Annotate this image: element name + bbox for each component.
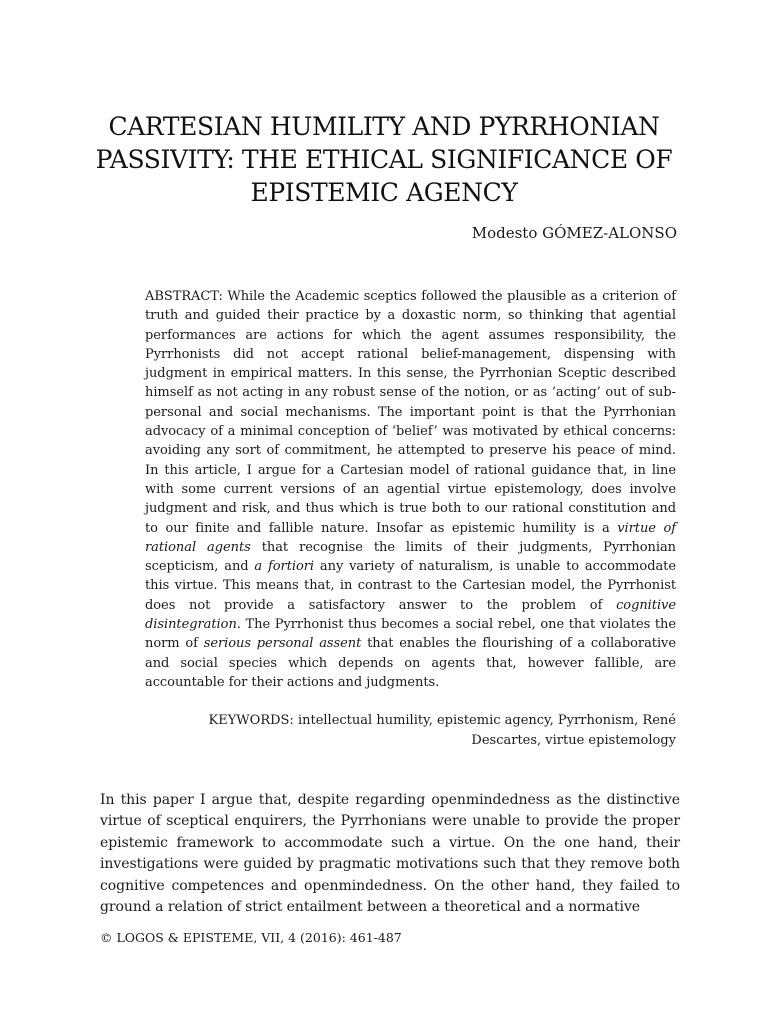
abstract-emphasis: virtue of rational agents — [145, 520, 676, 555]
body-paragraph: In this paper I argue that, despite regarding openmindedness as the distinctive virtue of sceptical enquirers, the Pyrrhonians were unable to provide the proper epistemic framework to accommodate such a virtue. On the one hand, their investigations were guided by pragmatic motivations such that they remove both cognitive competences and openmindedness. On the other hand, they failed to ground a relation of strict entailment between a theoretical and a normative — [100, 792, 680, 916]
footer-citation: © LOGOS & EPISTEME, VII, 4 (2016): 461-487 — [100, 930, 402, 945]
keywords-line: Descartes, virtue epistemology — [471, 733, 676, 748]
abstract-text: that recognise the limits of their judgments, Pyrrhonian scepticism, and — [145, 539, 677, 575]
abstract-text: . The Pyrrhonist thus becomes a social rebel, one that violates the norm of — [145, 617, 676, 652]
abstract-text: any variety of naturalism, is unable to accommodate this virtue. This means that, in contrast to the Cartesian model, the Pyrrhonist does not provide a satisfactory answer to the problem of — [145, 559, 676, 613]
author-name: Modesto GÓMEZ-ALONSO — [471, 224, 677, 242]
abstract-emphasis: a fortiori — [254, 559, 315, 575]
abstract — [145, 287, 676, 692]
abstract-emphasis: cognitive disintegration — [145, 597, 676, 633]
abstract-text: that enables the flourishing of a collaborative and social species which depends on agents that, however fallible, are accountable for their actions and judgments. — [145, 636, 676, 690]
article-title: CARTESIAN HUMILITY AND PYRRHONIAN PASSIVITY: THE ETHICAL SIGNIFICANCE OF EPISTEMIC AGENCY — [95, 112, 673, 207]
abstract-emphasis: serious personal assent — [203, 636, 362, 652]
abstract-text: ABSTRACT: While the Academic sceptics followed the plausible as a criterion of truth and guided their practice by a doxastic norm, so thinking that agential performances are actions for which the agent assumes responsibility, the Pyrrhonists did not accept rational belief-management, dispensing with judgment in empirical matters. In this sense, the Pyrrhonian Sceptic described himself as not acting in any robust sense of the notion, or as ‘acting’ out of sub-personal and social mechanisms. The important point is that the Pyrrhonian advocacy of a minimal conception of ‘belief’ was motivated by ethical concerns: avoiding any sort of commitment, he attempted to preserve his peace of mind. In this article, I argue for a Cartesian model of rational guidance that, in line with some current versions of an agential virtue epistemology, does involve judgment and risk, and thus which is true both to our rational constitution and to our finite and fallible nature. Insofar as epistemic humility is a — [145, 289, 676, 536]
keywords-line: KEYWORDS: intellectual humility, epistemic agency, Pyrrhonism, René — [208, 713, 676, 728]
keywords — [180, 711, 676, 751]
